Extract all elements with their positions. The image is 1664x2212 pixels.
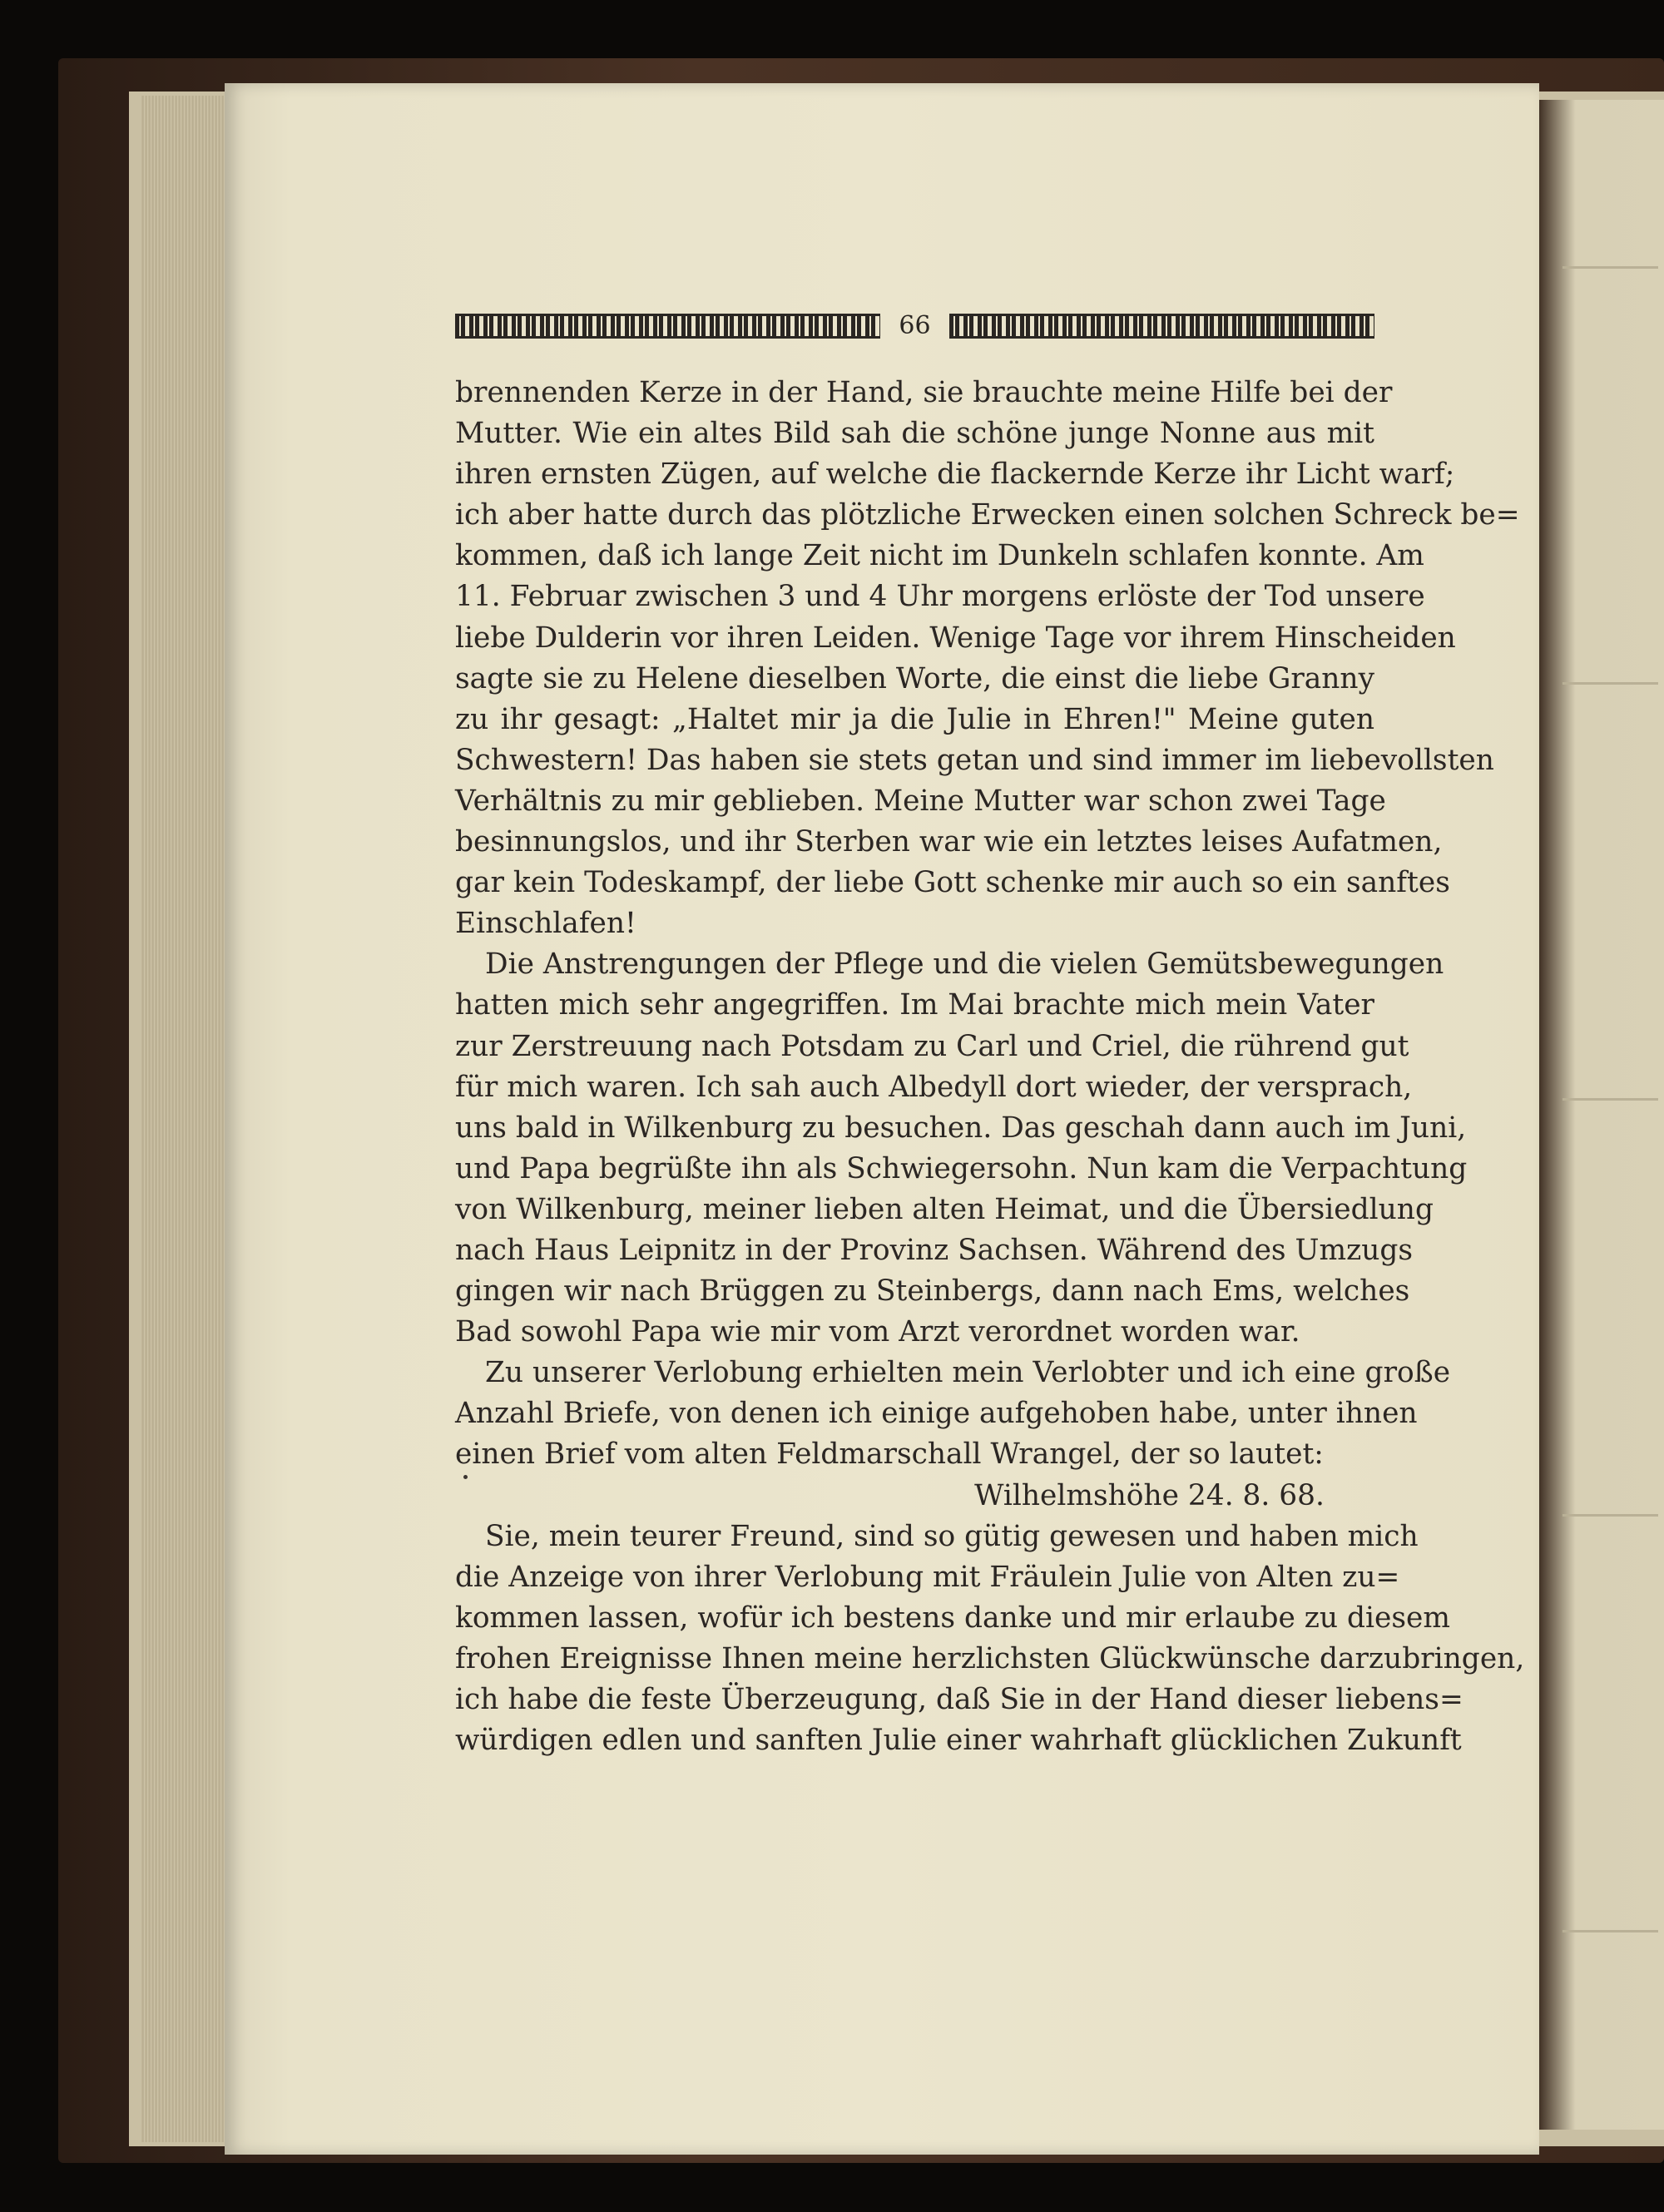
text-line: sagte sie zu Helene dieselben Worte, die einst die liebe Granny: [455, 661, 1374, 695]
text-line: kommen lassen, wofür ich bestens danke und mir erlaube zu diesem: [455, 1601, 1450, 1635]
text-line: ich habe die feste Überzeugung, daß Sie in der Hand dieser liebens=: [455, 1683, 1463, 1716]
text-line: nach Haus Leipnitz in der Provinz Sachsen. Während des Umzugs: [455, 1233, 1414, 1267]
text-line: liebe Dulderin vor ihren Leiden. Wenige Tage vor ihrem Hinscheiden: [455, 621, 1456, 655]
text-line: Einschlafen!: [455, 907, 636, 941]
text-line: Sie, mein teurer Freund, sind so gütig gewesen und haben mich: [485, 1519, 1419, 1553]
text-line: Die Anstrengungen der Pflege und die vielen Gemütsbewegungen: [485, 948, 1444, 982]
text-line: ich aber hatte durch das plötzliche Erwecken einen solchen Schreck be=: [455, 498, 1520, 532]
text-line: gingen wir nach Brüggen zu Steinbergs, dann nach Ems, welches: [455, 1274, 1410, 1309]
text-line: von Wilkenburg, meiner lieben alten Heimat, und die Übersiedlung: [455, 1192, 1434, 1226]
text-line: Schwestern! Das haben sie stets getan und sind immer im liebevollsten: [455, 743, 1494, 777]
text-line: die Anzeige von ihrer Verlobung mit Fräulein Julie von Alten zu=: [455, 1560, 1400, 1594]
text-line: 11. Februar zwischen 3 und 4 Uhr morgens erlöste der Tod unsere: [455, 580, 1425, 614]
body-text: [455, 373, 1525, 1761]
text-line: würdigen edlen und sanften Julie einer wahrhaft glücklichen Zukunft: [455, 1724, 1462, 1758]
running-header: [455, 309, 1374, 343]
text-line: für mich waren. Ich sah auch Albedyll dort wieder, der versprach,: [455, 1070, 1413, 1104]
text-line: Anzahl Briefe, von denen ich einige aufgehoben habe, unter ihnen: [455, 1397, 1418, 1431]
text-line: hatten mich sehr angegriffen. Im Mai brachte mich mein Vater: [455, 988, 1374, 1022]
text-line: Mutter. Wie ein altes Bild sah die schöne junge Nonne aus mit: [455, 417, 1374, 451]
text-line: und Papa begrüßte ihn als Schwiegersohn. Nun kam die Verpachtung: [455, 1151, 1468, 1185]
text-line: zu ihr gesagt: „Haltet mir ja die Julie in Ehren!" Meine guten: [455, 702, 1374, 736]
text-line: kommen, daß ich lange Zeit nicht im Dunkeln schlafen konnte. Am: [455, 539, 1424, 573]
text-line: frohen Ereignisse Ihnen meine herzlichsten Glückwünsche darzubringen,: [455, 1641, 1525, 1675]
text-line: brennenden Kerze in der Hand, sie brauchte meine Hilfe bei der: [455, 376, 1393, 409]
letter-dateline: Wilhelmshöhe 24. 8. 68.: [974, 1478, 1325, 1512]
text-line: einen Brief vom alten Feldmarschall Wrangel, der so lautet:: [455, 1438, 1324, 1472]
ornament-band-left: [455, 314, 880, 339]
text-line: besinnungslos, und ihr Sterben war wie ein letztes leises Aufatmen,: [455, 825, 1443, 859]
page-number: 66: [899, 311, 931, 340]
text-line: Verhältnis zu mir geblieben. Meine Mutter war schon zwei Tage: [455, 784, 1386, 818]
text-line: uns bald in Wilkenburg zu besuchen. Das geschah dann auch im Juni,: [455, 1111, 1467, 1145]
text-line: Bad sowohl Papa wie mir vom Arzt verordnet worden war.: [455, 1315, 1300, 1349]
facing-page-edge: [1538, 100, 1664, 2130]
text-line: Zu unserer Verlobung erhielten mein Verlobter und ich eine große: [485, 1356, 1451, 1390]
text-line: zur Zerstreuung nach Potsdam zu Carl und Criel, die rührend gut: [455, 1029, 1409, 1063]
text-line: gar kein Todeskampf, der liebe Gott schenke mir auch so ein sanftes: [455, 866, 1450, 900]
text-line: ihren ernsten Zügen, auf welche die flackernde Kerze ihr Licht warf;: [455, 458, 1455, 492]
ornament-band-right: [949, 314, 1374, 339]
